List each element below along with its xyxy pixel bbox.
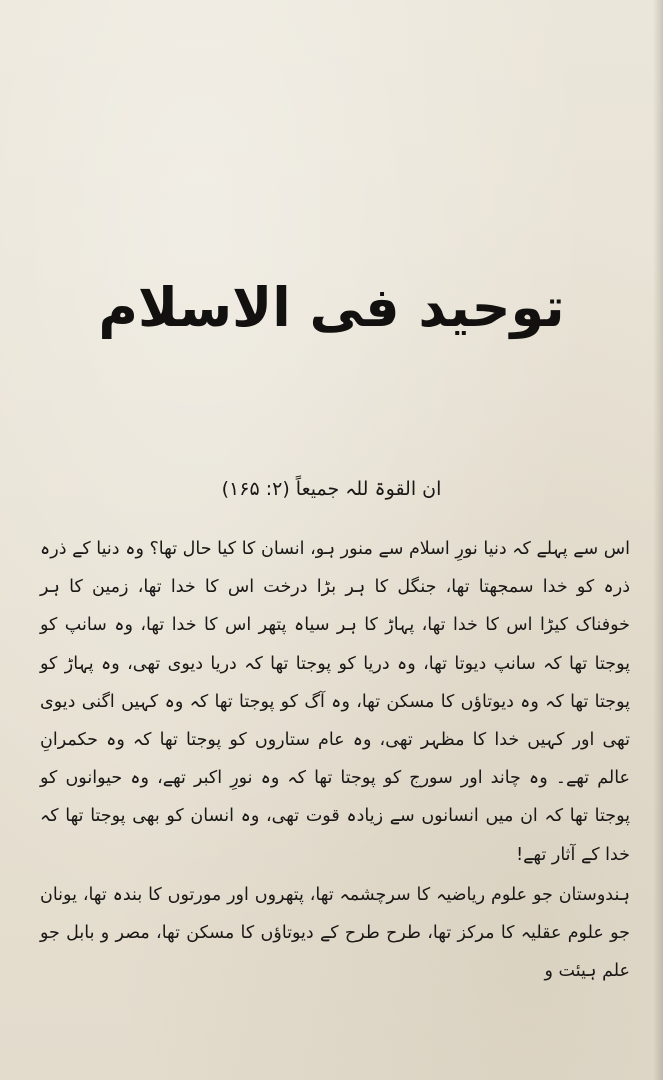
page-edge-shadow [653,0,663,1080]
chapter-title: توحید فی الاسلام [98,276,565,340]
body-text [40,530,630,990]
quran-verse: ان القوۃ للہ جمیعاً (۲: ۱۶۵) [221,478,442,500]
paragraph-1: اس سے پہلے کہ دنیا نورِ اسلام سے منور ہو، انسان کا کیا حال تھا؟ وہ دنیا کے ذرہ ذرہ کو خدا سمجھتا تھا، جنگل کا ہر بڑا درخت اس کا خدا تھا، زمین کا ہر خوفناک کیڑا اس کا خدا تھا، پہاڑ کا ہر سیاہ پتھر اس کا خدا تھا، وہ سانپ کو پوجتا تھا کہ سانپ دیوتا تھا، وہ دریا کو پوجتا تھا کہ دریا دیوی تھی، وہ پہاڑ کو پوجتا تھا کہ وہ دیوتاؤں کا مسکن تھا، وہ آگ کو پوجتا تھا کہ وہ کہیں اگنی دیوی تھی اور کہیں خدا کا مظہر تھی، وہ عام ستاروں کو پوجتا تھا کہ وہ حکمرانِ عالم تھے۔ وہ چاند اور سورج کو پوجتا تھا کہ وہ نورِ اکبر تھے، وہ حیوانوں کو پوجتا تھا کہ ان میں انسانوں سے زیادہ قوت تھی، وہ انسان کو بھی پوجتا تھا کہ خدا کے آثار تھے! [40,539,630,865]
paragraph-2: ہندوستان جو علوم ریاضیہ کا سرچشمہ تھا، پتھروں اور مورتوں کا بندہ تھا، یونان جو علوم عقلیہ کا مرکز تھا، طرح طرح کے دیوتاؤں کا مسکن تھا، مصر و بابل جو علم ہیئت و [40,884,630,982]
